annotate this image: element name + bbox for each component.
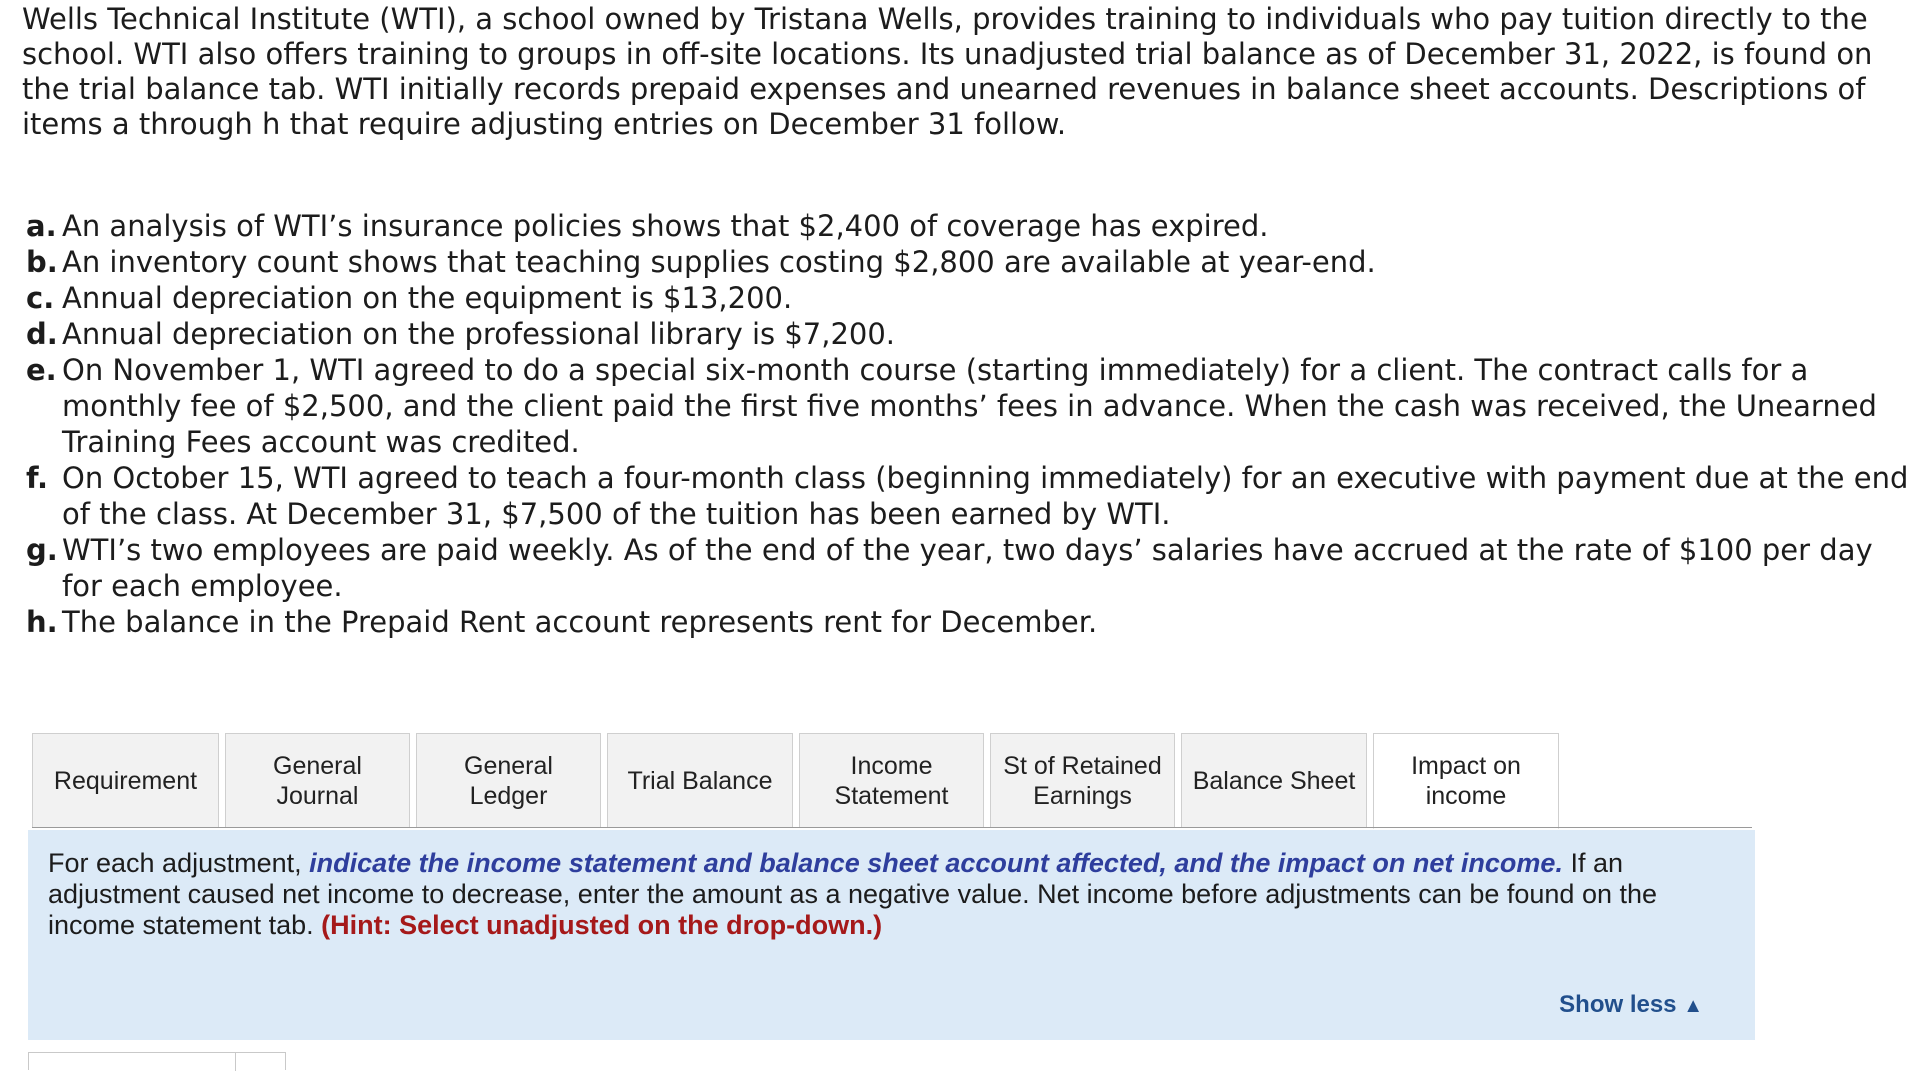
- tab-label: Balance Sheet: [1192, 766, 1356, 795]
- tab-label: income: [1425, 782, 1507, 810]
- tab-label: St of Retained: [1003, 751, 1162, 780]
- item-d: [26, 316, 1916, 352]
- tab-label: Requirement: [53, 766, 198, 795]
- instruction-emphasis: indicate the income statement and balance sheet account affected, and the impact on net income.: [309, 848, 1563, 878]
- item-letter: e.: [26, 353, 57, 387]
- item-letter: f.: [26, 461, 49, 495]
- instruction-panel: [28, 830, 1755, 1040]
- item-letter: g.: [26, 533, 58, 567]
- item-text: On October 15, WTI agreed to teach a four-month class (beginning immediately) for an executive with payment due at the end of the class. At December 31, $7,500 of the tuition has been earned by WTI.: [62, 461, 1909, 531]
- tab-label: Impact on: [1411, 752, 1521, 780]
- item-text: Annual depreciation on the professional library is $7,200.: [62, 317, 896, 351]
- item-text: On November 1, WTI agreed to do a special six-month course (starting immediately) for a client. The contract calls for a monthly fee of $2,500, and the client paid the first five months’ fees in advance. When the cash was received, the Unearned Training Fees account was credited.: [62, 353, 1877, 459]
- item-g: [26, 532, 1916, 604]
- tab-balance-sheet[interactable]: [1181, 733, 1367, 828]
- item-h: [26, 604, 1916, 640]
- instruction-lead: For each adjustment,: [48, 848, 310, 878]
- item-letter: c.: [26, 281, 55, 315]
- item-letter: b.: [26, 245, 58, 279]
- tab-impact-on-income[interactable]: [1373, 733, 1559, 829]
- item-b: [26, 244, 1916, 280]
- tab-income-statement[interactable]: [799, 733, 984, 828]
- tab-label: Income: [850, 751, 933, 780]
- tab-underline: [32, 827, 1752, 828]
- item-letter: h.: [26, 605, 58, 639]
- item-c: [26, 280, 1916, 316]
- item-a: [26, 208, 1916, 244]
- tab-label: Earnings: [1033, 781, 1132, 810]
- show-less-link[interactable]: [1559, 989, 1703, 1022]
- tab-trial-balance[interactable]: [607, 733, 793, 828]
- item-text: An analysis of WTI’s insurance policies shows that $2,400 of coverage has expired.: [62, 209, 1269, 243]
- tab-label: General: [464, 751, 553, 780]
- item-e: [26, 352, 1916, 460]
- tab-label: Statement: [834, 781, 949, 810]
- tab-label: Journal: [276, 781, 359, 810]
- dropdown-divider: [235, 1053, 236, 1071]
- instruction-body: If an adjustment caused net income to decrease, enter the amount as a negative value. Net income before adjustments can be found on the income statement tab.: [48, 848, 1658, 940]
- item-f: [26, 460, 1916, 532]
- tab-label: Trial Balance: [627, 766, 773, 795]
- tab-st-of-retained-earnings[interactable]: [990, 733, 1175, 828]
- tab-label: General: [273, 751, 362, 780]
- item-text: Annual depreciation on the equipment is $13,200.: [62, 281, 793, 315]
- show-less-label: Show less: [1559, 991, 1677, 1018]
- problem-intro: Wells Technical Institute (WTI), a school owned by Tristana Wells, provides training to individuals who pay tuition directly to the school. WTI also offers training to groups in off-site locations. Its unadjusted trial balance as of December 31, 2022, is found on the trial balance tab. WTI initially records prepaid expenses and unearned revenues in balance sheet accounts. Descriptions of items a through h that require adjusting entries on December 31 follow.: [22, 2, 1873, 141]
- item-text: The balance in the Prepaid Rent account represents rent for December.: [62, 605, 1098, 639]
- tab-bar: [32, 733, 1565, 828]
- tab-requirement[interactable]: [32, 733, 219, 828]
- adjustment-items-list: [26, 208, 1916, 640]
- item-text: WTI’s two employees are paid weekly. As of the end of the year, two days’ salaries have accrued at the rate of $100 per day for each employee.: [62, 533, 1873, 603]
- dropdown-stub[interactable]: [28, 1052, 286, 1070]
- item-letter: d.: [26, 317, 58, 351]
- item-text: An inventory count shows that teaching supplies costing $2,800 are available at year-end.: [62, 245, 1376, 279]
- tab-general-ledger[interactable]: [416, 733, 601, 828]
- tab-label: Ledger: [469, 781, 548, 810]
- instruction-hint: (Hint: Select unadjusted on the drop-down.): [321, 910, 883, 940]
- tab-general-journal[interactable]: [225, 733, 410, 828]
- triangle-up-icon: ▲: [1683, 995, 1703, 1017]
- item-letter: a.: [26, 209, 57, 243]
